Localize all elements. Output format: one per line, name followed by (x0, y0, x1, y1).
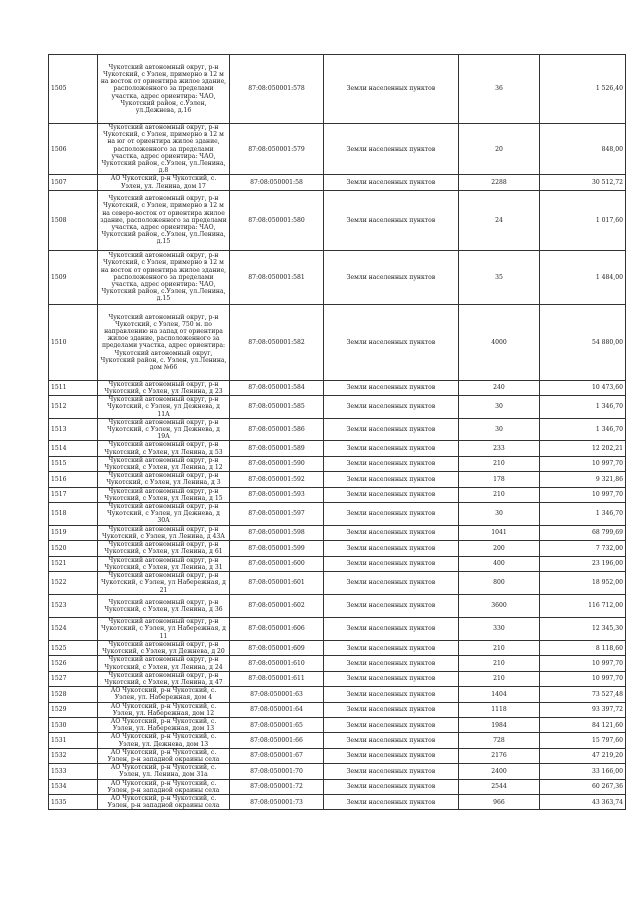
row-land-category: Земли населенных пунктов (324, 717, 459, 732)
row-cadastral-number: 87:08:050001:609 (230, 640, 324, 655)
row-area: 210 (459, 656, 540, 671)
row-area: 1984 (459, 717, 540, 732)
table-row (49, 717, 626, 732)
table-row (49, 418, 626, 441)
row-land-category: Земли населенных пунктов (324, 779, 459, 794)
row-cadastral-number: 87:08:050001:582 (230, 304, 324, 380)
row-number: 1535 (49, 794, 98, 809)
row-number: 1509 (49, 250, 98, 304)
row-land-category: Земли населенных пунктов (324, 687, 459, 702)
row-area: 330 (459, 617, 540, 640)
row-land-category: Земли населенных пунктов (324, 472, 459, 487)
row-land-category: Земли населенных пунктов (324, 764, 459, 779)
row-address: АО Чукотский, р-н Чукотский, с. Уэлен, р-н западной окраины села (98, 748, 230, 763)
row-cadastral-number: 87:08:050001:611 (230, 671, 324, 686)
row-land-category: Земли населенных пунктов (324, 418, 459, 441)
row-area: 400 (459, 556, 540, 571)
table-row (49, 794, 626, 809)
row-address: Чукотский автономный округ, р-н Чукотский, с Уэлен, ул Ленина, д 24 (98, 656, 230, 671)
row-cadastral-value: 33 166,00 (540, 764, 626, 779)
table-row (49, 779, 626, 794)
row-cadastral-value: 73 527,48 (540, 687, 626, 702)
row-cadastral-value: 9 321,86 (540, 472, 626, 487)
row-cadastral-value: 848,00 (540, 124, 626, 175)
row-area: 210 (459, 456, 540, 471)
row-area: 1041 (459, 525, 540, 540)
row-number: 1510 (49, 304, 98, 380)
row-cadastral-number: 87:08:050001:584 (230, 380, 324, 395)
row-number: 1521 (49, 556, 98, 571)
row-cadastral-value: 60 267,36 (540, 779, 626, 794)
table-row (49, 702, 626, 717)
row-cadastral-value: 10 997,70 (540, 456, 626, 471)
row-land-category: Земли населенных пунктов (324, 541, 459, 556)
row-cadastral-value: 10 997,70 (540, 671, 626, 686)
table-row (49, 55, 626, 124)
row-land-category: Земли населенных пунктов (324, 304, 459, 380)
table-row (49, 175, 626, 190)
row-cadastral-value: 1 484,00 (540, 250, 626, 304)
row-area: 2400 (459, 764, 540, 779)
row-area: 3600 (459, 594, 540, 617)
table-row (49, 472, 626, 487)
row-number: 1528 (49, 687, 98, 702)
row-address: АО Чукотский, р-н Чукотский, с. Уэлен, ул. Дежнева, дом 13 (98, 733, 230, 748)
row-cadastral-number: 87:08:050001:592 (230, 472, 324, 487)
row-number: 1508 (49, 190, 98, 250)
row-cadastral-value: 43 363,74 (540, 794, 626, 809)
row-address: АО Чукотский, р-н Чукотский, с. Уэлен, ул. Ленина, дом 31а (98, 764, 230, 779)
row-land-category: Земли населенных пунктов (324, 396, 459, 419)
table-row (49, 617, 626, 640)
row-cadastral-value: 10 997,70 (540, 487, 626, 502)
row-cadastral-number: 87:08:050001:72 (230, 779, 324, 794)
row-number: 1519 (49, 525, 98, 540)
row-cadastral-number: 87:08:050001:599 (230, 541, 324, 556)
row-cadastral-value: 93 397,72 (540, 702, 626, 717)
row-cadastral-value: 23 196,00 (540, 556, 626, 571)
row-land-category: Земли населенных пунктов (324, 441, 459, 456)
row-cadastral-number: 87:08:050001:606 (230, 617, 324, 640)
table-row (49, 671, 626, 686)
table-row (49, 541, 626, 556)
row-land-category: Земли населенных пунктов (324, 617, 459, 640)
row-cadastral-number: 87:08:050001:601 (230, 571, 324, 594)
row-cadastral-number: 87:08:050001:597 (230, 503, 324, 526)
row-address: Чукотский автономный округ, р-н Чукотский, с Уэлен, ул Дежнева, д 30А (98, 503, 230, 526)
row-address: Чукотский автономный округ, р-н Чукотский, с Уэлен, ул Ленина, д 43А (98, 525, 230, 540)
row-cadastral-number: 87:08:050001:579 (230, 124, 324, 175)
row-cadastral-number: 87:08:050001:65 (230, 717, 324, 732)
row-land-category: Земли населенных пунктов (324, 571, 459, 594)
row-number: 1532 (49, 748, 98, 763)
row-number: 1533 (49, 764, 98, 779)
row-address: Чукотский автономный округ, р-н Чукотский, с Уэлен, ул Ленина, д 12 (98, 456, 230, 471)
table-row (49, 380, 626, 395)
row-number: 1517 (49, 487, 98, 502)
row-number: 1518 (49, 503, 98, 526)
row-cadastral-number: 87:08:050001:593 (230, 487, 324, 502)
row-area: 30 (459, 396, 540, 419)
table-row (49, 396, 626, 419)
row-area: 210 (459, 487, 540, 502)
row-address: Чукотский автономный округ, р-н Чукотский, с Уэлен, примерно в 12 м на юг от ориентира жилое здание, расположенного за пределами участка, адрес ориентира: ЧАО, Чукотский район, с.Уэлен, ул.Ленина, д.8 (98, 124, 230, 175)
row-number: 1514 (49, 441, 98, 456)
row-cadastral-number: 87:08:050001:600 (230, 556, 324, 571)
row-number: 1513 (49, 418, 98, 441)
row-cadastral-value: 10 473,60 (540, 380, 626, 395)
row-cadastral-number: 87:08:050001:586 (230, 418, 324, 441)
row-address: АО Чукотский, р-н Чукотский, с. Уэлен, ул. Ленина, дом 17 (98, 175, 230, 190)
row-land-category: Земли населенных пунктов (324, 456, 459, 471)
row-land-category: Земли населенных пунктов (324, 594, 459, 617)
row-address: Чукотский автономный округ, р-н Чукотский, с Уэлен, ул Дежнева, д 20 (98, 640, 230, 655)
row-cadastral-number: 87:08:050001:70 (230, 764, 324, 779)
table-row (49, 571, 626, 594)
row-cadastral-value: 1 346,70 (540, 396, 626, 419)
table-row (49, 456, 626, 471)
row-number: 1529 (49, 702, 98, 717)
row-number: 1527 (49, 671, 98, 686)
row-address: Чукотский автономный округ, р-н Чукотский, с Уэлен, ул Ленина, д 53 (98, 441, 230, 456)
row-land-category: Земли населенных пунктов (324, 175, 459, 190)
row-area: 2544 (459, 779, 540, 794)
row-area: 728 (459, 733, 540, 748)
row-address: Чукотский автономный округ, р-н Чукотский, с Уэлен, 750 м. по направлению на запад от ориентира жилое здание, расположенного за пределами участка, адрес ориентира: Чукотский автономный округ, Чукотский район, с. Уэлен, ул.Ленина, дом №66 (98, 304, 230, 380)
row-cadastral-number: 87:08:050001:589 (230, 441, 324, 456)
row-number: 1531 (49, 733, 98, 748)
row-number: 1530 (49, 717, 98, 732)
row-number: 1506 (49, 124, 98, 175)
row-cadastral-value: 116 712,00 (540, 594, 626, 617)
row-address: Чукотский автономный округ, р-н Чукотский, с Уэлен, примерно в 12 м на северо-восток от ориентира жилое здание, расположенного за пределами участка, адрес ориентира: ЧАО, Чукотский район, с.Уэлен, ул.Ленина, д.15 (98, 190, 230, 250)
row-cadastral-value: 12 202,21 (540, 441, 626, 456)
row-area: 2288 (459, 175, 540, 190)
row-cadastral-value: 15 797,60 (540, 733, 626, 748)
land-registry-table (48, 54, 626, 810)
row-land-category: Земли населенных пунктов (324, 702, 459, 717)
row-cadastral-value: 30 512,72 (540, 175, 626, 190)
row-cadastral-value: 1 017,60 (540, 190, 626, 250)
row-address: АО Чукотский, р-н Чукотский, с. Уэлен, р-н западной окраины села (98, 779, 230, 794)
row-cadastral-number: 87:08:050001:578 (230, 55, 324, 124)
row-address: Чукотский автономный округ, р-н Чукотский, с Уэлен, ул Ленина, д 36 (98, 594, 230, 617)
row-address: Чукотский автономный округ, р-н Чукотский, с Уэлен, ул Ленина, д 3 (98, 472, 230, 487)
table-row (49, 441, 626, 456)
row-area: 20 (459, 124, 540, 175)
row-cadastral-value: 18 952,00 (540, 571, 626, 594)
row-cadastral-number: 87:08:050001:598 (230, 525, 324, 540)
row-land-category: Земли населенных пунктов (324, 124, 459, 175)
table-row (49, 764, 626, 779)
row-cadastral-value: 1 346,70 (540, 503, 626, 526)
row-number: 1526 (49, 656, 98, 671)
row-number: 1507 (49, 175, 98, 190)
row-land-category: Земли населенных пунктов (324, 556, 459, 571)
table-row (49, 525, 626, 540)
row-cadastral-number: 87:08:050001:610 (230, 656, 324, 671)
row-area: 200 (459, 541, 540, 556)
table-row (49, 190, 626, 250)
table-row (49, 656, 626, 671)
table-row (49, 487, 626, 502)
row-area: 966 (459, 794, 540, 809)
table-row (49, 640, 626, 655)
table-row (49, 594, 626, 617)
table-row (49, 250, 626, 304)
row-land-category: Земли населенных пунктов (324, 380, 459, 395)
row-area: 800 (459, 571, 540, 594)
row-area: 210 (459, 640, 540, 655)
table-row (49, 124, 626, 175)
row-address: Чукотский автономный округ, р-н Чукотский, с Уэлен, ул Набережная, д 11 (98, 617, 230, 640)
row-area: 35 (459, 250, 540, 304)
row-cadastral-number: 87:08:050001:585 (230, 396, 324, 419)
row-address: АО Чукотский, р-н Чукотский, с. Уэлен, ул. Набережная, дом 12 (98, 702, 230, 717)
table-row (49, 304, 626, 380)
row-number: 1524 (49, 617, 98, 640)
row-cadastral-number: 87:08:050001:66 (230, 733, 324, 748)
row-cadastral-number: 87:08:050001:581 (230, 250, 324, 304)
row-area: 30 (459, 418, 540, 441)
row-cadastral-number: 87:08:050001:580 (230, 190, 324, 250)
table-row (49, 733, 626, 748)
table-body (49, 55, 626, 810)
row-land-category: Земли населенных пунктов (324, 640, 459, 655)
row-number: 1520 (49, 541, 98, 556)
row-cadastral-number: 87:08:050001:63 (230, 687, 324, 702)
row-cadastral-value: 7 732,00 (540, 541, 626, 556)
row-land-category: Земли населенных пунктов (324, 503, 459, 526)
row-land-category: Земли населенных пунктов (324, 487, 459, 502)
row-cadastral-value: 84 121,60 (540, 717, 626, 732)
row-area: 233 (459, 441, 540, 456)
row-cadastral-value: 1 346,70 (540, 418, 626, 441)
row-address: Чукотский автономный округ, р-н Чукотский, с Уэлен, ул Ленина, д 61 (98, 541, 230, 556)
row-number: 1534 (49, 779, 98, 794)
row-address: АО Чукотский, р-н Чукотский, с. Уэлен, р-н западной окраины села (98, 794, 230, 809)
row-number: 1522 (49, 571, 98, 594)
row-land-category: Земли населенных пунктов (324, 525, 459, 540)
table-row (49, 503, 626, 526)
row-cadastral-number: 87:08:050001:64 (230, 702, 324, 717)
row-address: Чукотский автономный округ, р-н Чукотский, с Уэлен, ул Ленина, д 31 (98, 556, 230, 571)
row-address: АО Чукотский, р-н Чукотский, с. Уэлен, ул. Набережная, дом 13 (98, 717, 230, 732)
row-cadastral-number: 87:08:050001:67 (230, 748, 324, 763)
row-address: Чукотский автономный округ, р-н Чукотский, с Уэлен, ул Ленина, д 47 (98, 671, 230, 686)
table-row (49, 748, 626, 763)
row-number: 1511 (49, 380, 98, 395)
row-area: 210 (459, 671, 540, 686)
row-address: Чукотский автономный округ, р-н Чукотский, с Уэлен, ул Дежнева, д 11А (98, 396, 230, 419)
table-row (49, 687, 626, 702)
row-area: 24 (459, 190, 540, 250)
row-area: 30 (459, 503, 540, 526)
row-cadastral-value: 47 219,20 (540, 748, 626, 763)
row-address: Чукотский автономный округ, р-н Чукотский, с Уэлен, ул Ленина, д 23 (98, 380, 230, 395)
row-number: 1516 (49, 472, 98, 487)
row-address: Чукотский автономный округ, р-н Чукотский, с Уэлен, ул Ленина, д 15 (98, 487, 230, 502)
row-land-category: Земли населенных пунктов (324, 55, 459, 124)
row-number: 1523 (49, 594, 98, 617)
row-land-category: Земли населенных пунктов (324, 656, 459, 671)
row-number: 1505 (49, 55, 98, 124)
row-land-category: Земли населенных пунктов (324, 748, 459, 763)
row-address: Чукотский автономный округ, р-н Чукотский, с Уэлен, ул Дежнева, д 19А (98, 418, 230, 441)
row-address: АО Чукотский, р-н Чукотский, с. Уэлен, ул. Набережная, дом 4 (98, 687, 230, 702)
row-area: 4000 (459, 304, 540, 380)
row-area: 1404 (459, 687, 540, 702)
row-land-category: Земли населенных пунктов (324, 250, 459, 304)
row-address: Чукотский автономный округ, р-н Чукотский, с Уэлен, примерно в 12 м на восток от ориентира жилое здание, расположенного за пределами участка, адрес ориентира: ЧАО, Чукотский район, с.Уэлен, ул.Ленина, д.15 (98, 250, 230, 304)
row-cadastral-value: 68 799,69 (540, 525, 626, 540)
row-area: 36 (459, 55, 540, 124)
row-cadastral-value: 8 118,60 (540, 640, 626, 655)
row-address: Чукотский автономный округ, р-н Чукотский, с Уэлен, ул Набережная, д 21 (98, 571, 230, 594)
row-land-category: Земли населенных пунктов (324, 794, 459, 809)
row-area: 1118 (459, 702, 540, 717)
row-cadastral-value: 12 345,30 (540, 617, 626, 640)
row-number: 1525 (49, 640, 98, 655)
row-cadastral-number: 87:08:050001:590 (230, 456, 324, 471)
row-area: 2176 (459, 748, 540, 763)
row-cadastral-value: 10 997,70 (540, 656, 626, 671)
table-row (49, 556, 626, 571)
row-number: 1515 (49, 456, 98, 471)
row-cadastral-number: 87:08:050001:602 (230, 594, 324, 617)
row-cadastral-number: 87:08:050001:58 (230, 175, 324, 190)
row-cadastral-number: 87:08:050001:73 (230, 794, 324, 809)
row-number: 1512 (49, 396, 98, 419)
row-cadastral-value: 54 880,00 (540, 304, 626, 380)
row-land-category: Земли населенных пунктов (324, 671, 459, 686)
row-cadastral-value: 1 526,40 (540, 55, 626, 124)
row-land-category: Земли населенных пунктов (324, 190, 459, 250)
row-land-category: Земли населенных пунктов (324, 733, 459, 748)
row-address: Чукотский автономный округ, р-н Чукотский, с Уэлен, примерно в 12 м на восток от ориентира жилое здание, расположенного за пределами участка, адрес ориентира: ЧАО, Чукотский район, с.Уэлен, ул.Дежнева, д.16 (98, 55, 230, 124)
row-area: 240 (459, 380, 540, 395)
row-area: 178 (459, 472, 540, 487)
